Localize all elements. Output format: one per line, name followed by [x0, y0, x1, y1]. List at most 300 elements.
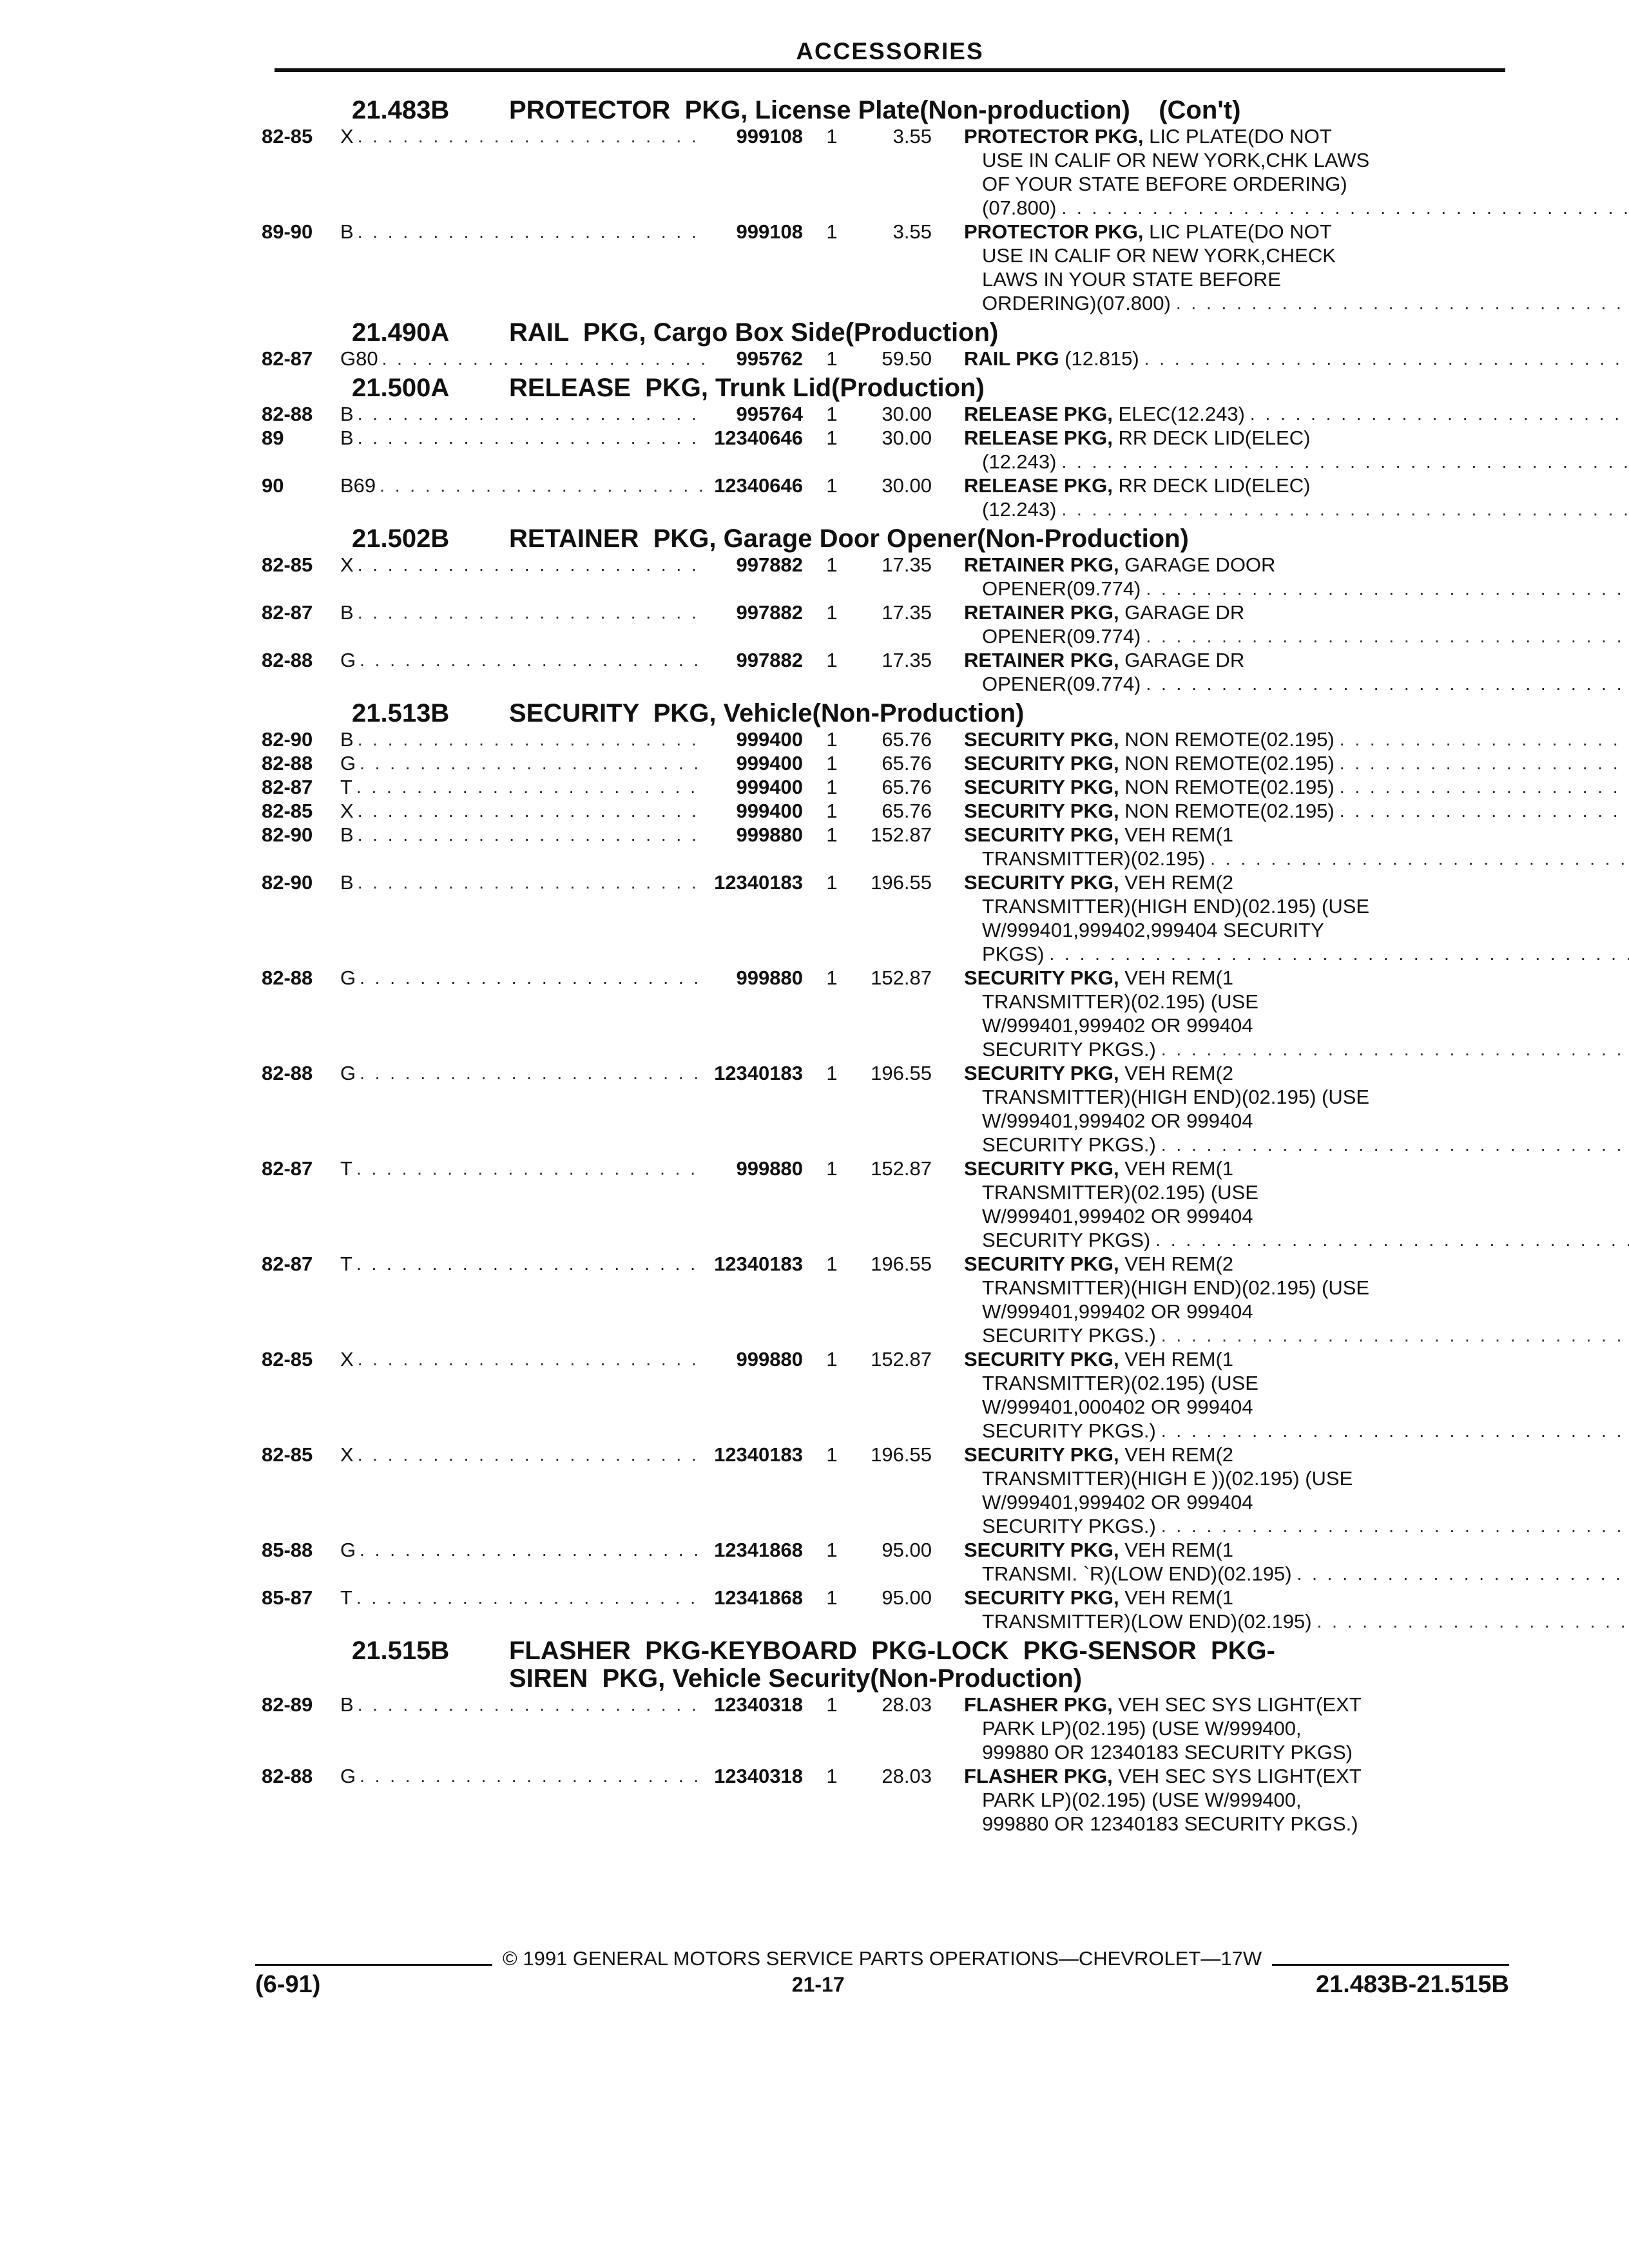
description-text [964, 474, 1310, 497]
description-text [964, 220, 1332, 244]
model-years: 82-89 [262, 1693, 313, 1716]
description-part-name: RAIL PKG [964, 347, 1059, 370]
model-code [340, 1764, 705, 1836]
description-detail: OPENER(09.774) [982, 673, 1141, 695]
model-code-value: G [340, 649, 356, 671]
description-text [964, 1347, 1233, 1371]
footer-copyright-line [255, 1947, 1509, 1970]
description-text [982, 267, 1281, 291]
description-line [964, 1538, 1629, 1562]
dot-leader [358, 553, 705, 601]
description-detail: USE IN CALIF OR NEW YORK,CHK LAWS [982, 149, 1370, 171]
price: 152.87 [871, 966, 932, 989]
dot-leader [382, 347, 705, 370]
model-years: 82-88 [262, 649, 313, 671]
description-text [982, 942, 1044, 966]
part-number: 12341868 [714, 1586, 803, 1609]
description-text [982, 450, 1056, 474]
description-text [982, 1228, 1150, 1252]
model-years: 82-88 [262, 752, 313, 774]
part-row [262, 426, 1505, 474]
model-years: 82-85 [262, 553, 313, 576]
part-row [262, 124, 1505, 220]
description-part-name: PROTECTOR PKG, [964, 125, 1144, 148]
section-number: 21.500A [352, 374, 450, 402]
dot-leader [1156, 1419, 1629, 1443]
description-part-name: SECURITY PKG, [964, 800, 1119, 822]
description-text [982, 1490, 1253, 1514]
dot-leader [1312, 1610, 1629, 1633]
part-row [262, 1538, 1505, 1586]
quantity: 1 [826, 800, 838, 822]
description-line [964, 648, 1629, 672]
page-footer [255, 1947, 1509, 1999]
description-line [964, 577, 1629, 601]
part-number: 995762 [736, 347, 803, 370]
dot-leader [356, 775, 705, 799]
description-detail: GARAGE DR [1119, 601, 1245, 624]
description-detail: GARAGE DOOR [1119, 553, 1276, 576]
part-row [262, 775, 1505, 799]
price: 3.55 [892, 220, 932, 243]
footer-rule-right [1272, 1964, 1509, 1966]
description-line [964, 624, 1629, 648]
part-number: 12341868 [714, 1539, 803, 1561]
description-text [982, 244, 1336, 267]
description-text [964, 426, 1310, 450]
dot-leader [380, 474, 705, 521]
description [964, 1061, 1629, 1157]
description-detail: SECURITY PKGS.) [982, 1324, 1156, 1347]
model-code-value: T [340, 1157, 352, 1180]
description-text [964, 727, 1335, 751]
description-text [982, 990, 1258, 1014]
description-line [964, 1109, 1629, 1133]
part-number: 12340183 [714, 1253, 803, 1275]
model-code [340, 347, 705, 370]
part-number: 12340183 [714, 871, 803, 894]
model-code-value: B [340, 823, 354, 846]
description-line [964, 497, 1629, 521]
model-code-value: X [340, 800, 354, 822]
description-line [964, 847, 1629, 870]
model-years: 82-87 [262, 1253, 313, 1275]
dot-leader [358, 727, 705, 751]
description-part-name: SECURITY PKG, [964, 776, 1119, 798]
description-line [964, 1133, 1629, 1157]
model-code [340, 1157, 705, 1252]
quantity: 1 [826, 728, 838, 751]
description-line [964, 1514, 1629, 1538]
description-text [982, 1466, 1353, 1490]
description-text [982, 172, 1347, 196]
description-line [964, 918, 1629, 942]
description-text [964, 402, 1245, 426]
description-detail: TRANSMITTER)(HIGH END)(02.195) (USE [982, 1276, 1370, 1299]
description-text [964, 966, 1233, 990]
model-code [340, 1693, 705, 1764]
model-code [340, 966, 705, 1061]
description [964, 727, 1629, 751]
section-title: RAIL PKG, Cargo Box Side(Production) [509, 318, 999, 347]
description-line [964, 775, 1629, 799]
description-part-name: RELEASE PKG, [964, 427, 1113, 449]
quantity: 1 [826, 649, 838, 671]
description-detail: PARK LP)(02.195) (USE W/999400, [982, 1717, 1302, 1740]
part-number: 999108 [736, 125, 803, 148]
description [964, 1443, 1629, 1538]
description-detail: ORDERING)(07.800) [982, 292, 1171, 314]
description-line [964, 870, 1629, 894]
description-text [982, 1276, 1369, 1300]
description-detail: 999880 OR 12340183 SECURITY PKGS.) [982, 1812, 1358, 1835]
description-detail: RR DECK LID(ELEC) [1112, 474, 1311, 497]
description-part-name: FLASHER PKG, [964, 1693, 1113, 1716]
model-code [340, 823, 705, 870]
part-number: 997882 [736, 553, 803, 576]
description-text [964, 1252, 1233, 1276]
description-line [964, 1085, 1629, 1109]
description-text [964, 1693, 1362, 1716]
model-years: 90 [262, 474, 284, 497]
price: 28.03 [882, 1693, 932, 1716]
price: 196.55 [871, 1062, 932, 1084]
dot-leader [1056, 497, 1629, 521]
description-line [964, 1323, 1629, 1347]
model-years: 82-88 [262, 1765, 313, 1787]
description-text [964, 775, 1335, 799]
description [964, 799, 1629, 823]
part-row [262, 1764, 1505, 1836]
dot-leader [358, 124, 705, 220]
model-code [340, 751, 705, 775]
description-line [964, 244, 1629, 267]
page-header [275, 37, 1505, 72]
description-text [982, 1204, 1253, 1228]
dot-leader [1056, 450, 1629, 474]
description-line [964, 1812, 1505, 1836]
description-detail: TRANSMITTER)(HIGH END)(02.195) (USE [982, 1086, 1370, 1108]
description-line [964, 1037, 1629, 1061]
description-detail: VEH REM(1 [1119, 1586, 1234, 1609]
description-detail: PKGS) [982, 943, 1045, 965]
description-line [964, 894, 1629, 918]
description-line [964, 966, 1629, 990]
part-row [262, 402, 1505, 426]
description-line [964, 1228, 1629, 1252]
dot-leader [1335, 751, 1629, 775]
description-line [964, 1716, 1505, 1740]
description-part-name: SECURITY PKG, [964, 1539, 1119, 1561]
description-detail: OPENER(09.774) [982, 625, 1141, 648]
dot-leader [358, 823, 705, 870]
section-number: 21.490A [352, 318, 450, 347]
model-code-value: T [340, 1586, 352, 1609]
model-code-value: B [340, 427, 354, 449]
model-code-value: T [340, 776, 352, 798]
description [964, 426, 1629, 474]
description-line [964, 672, 1629, 696]
page-title: ACCESSORIES [796, 38, 984, 64]
description-text [964, 1538, 1233, 1562]
description-text [964, 124, 1332, 148]
dot-leader [1156, 1133, 1629, 1157]
description-line [964, 347, 1629, 370]
price: 65.76 [882, 776, 932, 798]
part-number: 997882 [736, 649, 803, 671]
model-code-value: X [340, 553, 354, 576]
description [964, 1252, 1629, 1347]
part-number: 12340318 [714, 1693, 803, 1716]
description-part-name: FLASHER PKG, [964, 1765, 1113, 1787]
description-part-name: PROTECTOR PKG, [964, 220, 1144, 243]
model-code-value: B [340, 601, 354, 624]
description-part-name: SECURITY PKG, [964, 1586, 1119, 1609]
model-code [340, 1586, 705, 1633]
description-detail: USE IN CALIF OR NEW YORK,CHECK [982, 244, 1336, 267]
description-detail: OF YOUR STATE BEFORE ORDERING) [982, 173, 1347, 195]
quantity: 1 [826, 1443, 838, 1466]
description-line [964, 1395, 1629, 1419]
price: 17.35 [882, 553, 932, 576]
price: 17.35 [882, 649, 932, 671]
description-detail: LIC PLATE(DO NOT [1143, 125, 1332, 148]
description-line [964, 1693, 1505, 1716]
model-years: 82-87 [262, 1157, 313, 1180]
description-detail: TRANSMITTER)(02.195) (USE [982, 1372, 1258, 1394]
section-heading [262, 374, 1505, 402]
model-code [340, 648, 705, 696]
description-line [964, 196, 1629, 220]
description [964, 1157, 1629, 1252]
part-number: 995764 [736, 403, 803, 425]
price: 65.76 [882, 728, 932, 751]
description-text [982, 1395, 1253, 1419]
description-line [964, 124, 1629, 148]
description-line [964, 267, 1629, 291]
dot-leader [360, 648, 705, 696]
part-row [262, 870, 1505, 966]
part-number: 999880 [736, 966, 803, 989]
part-row [262, 1443, 1505, 1538]
part-row [262, 1061, 1505, 1157]
description-detail: VEH REM(2 [1119, 1062, 1234, 1084]
section-heading [262, 525, 1505, 553]
model-code-value: T [340, 1253, 352, 1275]
model-years: 82-85 [262, 125, 313, 148]
footer-rule-left [255, 1964, 492, 1966]
price: 30.00 [882, 474, 932, 497]
model-code-value: B [340, 728, 354, 751]
dot-leader [1044, 942, 1629, 966]
description-line [964, 1466, 1629, 1490]
description-line [964, 727, 1629, 751]
model-code [340, 553, 705, 601]
description-line [964, 1764, 1505, 1788]
description [964, 124, 1629, 220]
description-line [964, 1610, 1629, 1633]
dot-leader [1156, 1323, 1629, 1347]
model-years: 89-90 [262, 220, 313, 243]
part-row [262, 751, 1505, 775]
model-years: 82-88 [262, 403, 313, 425]
section-title: RETAINER PKG, Garage Door Opener(Non-Production) [509, 524, 1189, 553]
description [964, 1538, 1629, 1586]
quantity: 1 [826, 1348, 838, 1370]
description-text [982, 1788, 1302, 1812]
model-code [340, 426, 705, 474]
model-code [340, 1061, 705, 1157]
quantity: 1 [826, 553, 838, 576]
dot-leader [1139, 347, 1629, 370]
model-code [340, 727, 705, 751]
description-detail: TRANSMITTER)(02.195) [982, 847, 1206, 870]
description-detail: W/999401,999402 OR 999404 [982, 1014, 1253, 1037]
price: 28.03 [882, 1765, 932, 1787]
model-years: 82-85 [262, 800, 313, 822]
description-part-name: RELEASE PKG, [964, 403, 1113, 425]
description-text [964, 751, 1335, 775]
description-line [964, 474, 1629, 497]
part-row [262, 1157, 1505, 1252]
description-part-name: RELEASE PKG, [964, 474, 1113, 497]
dot-leader [356, 1586, 705, 1633]
description-line [964, 601, 1629, 624]
description [964, 751, 1629, 775]
model-years: 82-90 [262, 728, 313, 751]
dot-leader [1292, 1562, 1629, 1586]
part-row [262, 648, 1505, 696]
part-row [262, 601, 1505, 648]
model-years: 85-87 [262, 1586, 313, 1609]
dot-leader [1245, 402, 1629, 426]
quantity: 1 [826, 1253, 838, 1275]
part-number: 12340183 [714, 1443, 803, 1466]
price: 196.55 [871, 1253, 932, 1275]
quantity: 1 [826, 125, 838, 148]
description-text [964, 553, 1275, 577]
description-line [964, 1252, 1629, 1276]
description-text [982, 1562, 1292, 1586]
model-years: 82-87 [262, 601, 313, 624]
description-detail: VEH REM(1 [1119, 1157, 1234, 1180]
description-line [964, 1276, 1629, 1300]
description-part-name: SECURITY PKG, [964, 752, 1119, 774]
model-code [340, 870, 705, 966]
quantity: 1 [826, 776, 838, 798]
dot-leader [360, 1061, 705, 1157]
section-number: 21.515B [352, 1637, 450, 1665]
dot-leader [358, 426, 705, 474]
description-text [982, 1419, 1156, 1443]
description-line [964, 1061, 1629, 1085]
description-detail: (12.243) [982, 450, 1057, 473]
part-number: 12340183 [714, 1062, 803, 1084]
description-text [982, 1371, 1258, 1395]
section-title: RELEASE PKG, Trunk Lid(Production) [509, 374, 985, 402]
part-number: 12340646 [714, 427, 803, 449]
section-number: 21.513B [352, 699, 450, 727]
description-detail: 999880 OR 12340183 SECURITY PKGS) [982, 1741, 1353, 1763]
model-years: 82-88 [262, 1062, 313, 1084]
dot-leader [360, 751, 705, 775]
description-line [964, 942, 1629, 966]
model-code-value: G80 [340, 347, 378, 370]
quantity: 1 [826, 347, 838, 370]
description-detail: VEH REM(1 [1119, 823, 1234, 846]
description-line [964, 1371, 1629, 1395]
description-detail: VEH REM(2 [1119, 1253, 1234, 1275]
model-code-value: X [340, 1348, 354, 1370]
description-detail: TRANSMITTER)(02.195) (USE [982, 1181, 1258, 1204]
part-number: 997882 [736, 601, 803, 624]
description-detail: W/999401,999402 OR 999404 [982, 1110, 1253, 1132]
part-row [262, 966, 1505, 1061]
model-code-value: G [340, 966, 356, 989]
description-text [982, 1180, 1258, 1204]
description-text [982, 497, 1056, 521]
description [964, 823, 1629, 870]
part-row [262, 347, 1505, 370]
description-line [964, 1180, 1629, 1204]
model-code [340, 1347, 705, 1443]
description [964, 775, 1629, 799]
description-text [964, 648, 1244, 672]
part-row [262, 799, 1505, 823]
dot-leader [356, 1252, 705, 1347]
model-years: 85-88 [262, 1539, 313, 1561]
description-line [964, 1443, 1629, 1466]
model-code-value: B [340, 220, 354, 243]
quantity: 1 [826, 1693, 838, 1716]
parts-catalog-content [262, 93, 1505, 1836]
description [964, 402, 1629, 426]
section-title: FLASHER PKG-KEYBOARD PKG-LOCK PKG-SENSOR PKG- SIREN PKG, Vehicle Security(Non-Production) [509, 1637, 1275, 1693]
model-code [340, 1443, 705, 1538]
description-line [964, 751, 1629, 775]
description-line [964, 1490, 1629, 1514]
dot-leader [358, 1443, 705, 1538]
dot-leader [356, 1157, 705, 1252]
dot-leader [1150, 1228, 1629, 1252]
part-row [262, 1586, 1505, 1633]
price: 152.87 [871, 1157, 932, 1180]
description-detail: LAWS IN YOUR STATE BEFORE [982, 268, 1281, 291]
dot-leader [358, 601, 705, 648]
section-number: 21.502B [352, 524, 450, 553]
description-detail: (07.800) [982, 197, 1057, 219]
description [964, 870, 1629, 966]
quantity: 1 [826, 871, 838, 894]
part-number: 999880 [736, 1157, 803, 1180]
description-line [964, 1204, 1629, 1228]
description-detail: TRANSMITTER)(HIGH END)(02.195) (USE [982, 895, 1370, 918]
dot-leader [360, 966, 705, 1061]
description-text [982, 1085, 1369, 1109]
description-line [964, 1419, 1629, 1443]
footer-date: (6-91) [255, 1971, 321, 1998]
section-number: 21.483B [352, 96, 450, 124]
dot-leader [1156, 1037, 1629, 1061]
description-text [982, 1514, 1156, 1538]
dot-leader [358, 799, 705, 823]
dot-leader [358, 870, 705, 966]
description-text [982, 196, 1056, 220]
price: 30.00 [882, 403, 932, 425]
model-code [340, 220, 705, 315]
price: 152.87 [871, 1348, 932, 1370]
description-text [982, 1610, 1312, 1633]
